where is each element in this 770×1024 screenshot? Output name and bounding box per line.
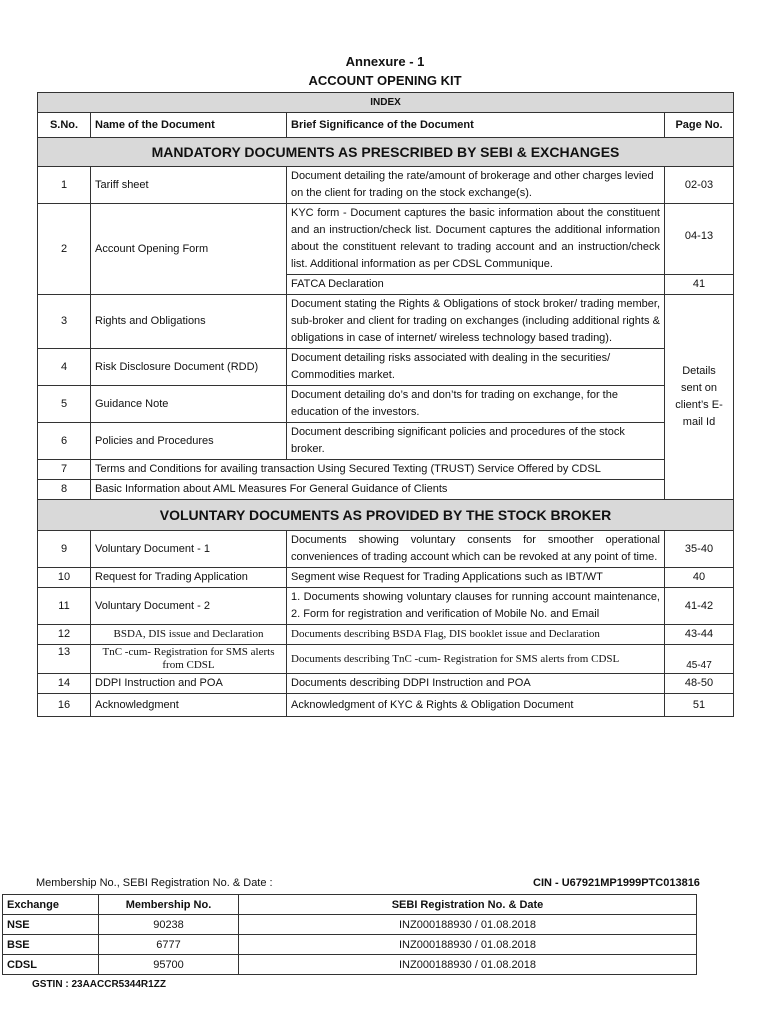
row-brief: Document describing significant policies and procedures of the stock broker. [287, 423, 665, 460]
reg-header-row [3, 895, 697, 915]
row-brief: 1. Documents showing voluntary clauses for running account maintenance, 2. Form for registration and verification of Mobile No. and Email [287, 588, 665, 625]
row-brief: Documents showing voluntary consents for smoother operational conveniences of trading account which can be revoked at any point of time. [287, 531, 665, 568]
row-name: Guidance Note [91, 386, 287, 423]
row-name: BSDA, DIS issue and Declaration [91, 625, 287, 645]
reg-membership: 90238 [99, 915, 239, 935]
row-brief: Documents describing DDPI Instruction and POA [287, 674, 665, 694]
reg-sebi: INZ000188930 / 01.08.2018 [239, 915, 697, 935]
header-brief: Brief Significance of the Document [287, 113, 665, 138]
row-name: Terms and Conditions for availing transaction Using Secured Texting (TRUST) Service Offered by CDSL [91, 460, 665, 480]
row-brief: Document detailing the rate/amount of brokerage and other charges levied on the client for trading on the stock exchange(s). [287, 167, 665, 204]
header-sno: S.No. [38, 113, 91, 138]
index-label: INDEX [38, 93, 734, 113]
details-page: Details sent on client’s E-mail Id [665, 295, 734, 500]
row-name: Request for Trading Application [91, 568, 287, 588]
row-sno: 5 [38, 386, 91, 423]
row-sno: 8 [38, 480, 91, 500]
row-brief: KYC form - Document captures the basic information about the constituent and an instruction/check list. Document captures the additional information about the constituent relevant to trading account and an instruction/check list. Additional information as per CDSL Communique. [287, 204, 665, 275]
row-name: TnC -cum- Registration for SMS alerts from CDSL [91, 645, 287, 674]
table-row [38, 295, 734, 349]
table-row [38, 204, 734, 275]
row-sno: 7 [38, 460, 91, 480]
row-page: 35-40 [665, 531, 734, 568]
row-name: Acknowledgment [91, 694, 287, 717]
row-page: 41 [665, 275, 734, 295]
row-name: DDPI Instruction and POA [91, 674, 287, 694]
row-page: 04-13 [665, 204, 734, 275]
table-row [38, 531, 734, 568]
row-sno: 1 [38, 167, 91, 204]
kit-title: ACCOUNT OPENING KIT [308, 73, 462, 88]
row-page: 41-42 [665, 588, 734, 625]
table-row [38, 480, 734, 500]
index-table [37, 92, 734, 717]
row-name: Voluntary Document - 2 [91, 588, 287, 625]
table-row [38, 625, 734, 645]
row-name: Tariff sheet [91, 167, 287, 204]
row-sno: 6 [38, 423, 91, 460]
table-row [38, 588, 734, 625]
table-row [38, 694, 734, 717]
row-brief: Documents describing TnC -cum- Registration for SMS alerts from CDSL [287, 645, 665, 674]
reg-exchange: CDSL [3, 955, 99, 975]
row-page: 51 [665, 694, 734, 717]
table-row [38, 349, 734, 386]
table-row [38, 423, 734, 460]
row-name: Voluntary Document - 1 [91, 531, 287, 568]
row-name: Account Opening Form [91, 204, 287, 295]
row-page: 45-47 [665, 645, 734, 674]
row-page: 43-44 [665, 625, 734, 645]
row-brief: Document detailing risks associated with dealing in the securities/ Commodities market. [287, 349, 665, 386]
row-brief: Acknowledgment of KYC & Rights & Obligation Document [287, 694, 665, 717]
row-brief: FATCA Declaration [287, 275, 665, 295]
row-sno: 9 [38, 531, 91, 568]
reg-exchange: NSE [3, 915, 99, 935]
table-row [38, 386, 734, 423]
row-brief: Document stating the Rights & Obligations of stock broker/ trading member, sub-broker and client for trading on exchanges (including additional rights & obligations in case of internet/ wireless technology based trading). [287, 295, 665, 349]
row-sno: 2 [38, 204, 91, 295]
row-page: 40 [665, 568, 734, 588]
row-sno: 14 [38, 674, 91, 694]
row-sno: 4 [38, 349, 91, 386]
reg-header-sebi: SEBI Registration No. & Date [239, 895, 697, 915]
reg-sebi: INZ000188930 / 01.08.2018 [239, 935, 697, 955]
row-sno: 3 [38, 295, 91, 349]
table-row [38, 167, 734, 204]
mandatory-heading: MANDATORY DOCUMENTS AS PRESCRIBED BY SEBI & EXCHANGES [38, 138, 734, 167]
reg-row [3, 955, 697, 975]
header-name: Name of the Document [91, 113, 287, 138]
table-row [38, 568, 734, 588]
reg-membership: 95700 [99, 955, 239, 975]
reg-sebi: INZ000188930 / 01.08.2018 [239, 955, 697, 975]
row-name: Risk Disclosure Document (RDD) [91, 349, 287, 386]
row-sno: 13 [38, 645, 91, 674]
row-brief: Document detailing do’s and don’ts for trading on exchange, for the education of the investors. [287, 386, 665, 423]
row-page: 48-50 [665, 674, 734, 694]
registration-table [2, 894, 697, 975]
cin-number: CIN - U67921MP1999PTC013816 [533, 877, 700, 889]
row-brief: Documents describing BSDA Flag, DIS booklet issue and Declaration [287, 625, 665, 645]
reg-row [3, 915, 697, 935]
row-name: Policies and Procedures [91, 423, 287, 460]
table-row [38, 460, 734, 480]
reg-membership: 6777 [99, 935, 239, 955]
table-row [38, 674, 734, 694]
row-sno: 12 [38, 625, 91, 645]
reg-header-exchange: Exchange [3, 895, 99, 915]
row-sno: 16 [38, 694, 91, 717]
annexure-title: Annexure - 1 [345, 54, 425, 69]
gstin: GSTIN : 23AACCR5344R1ZZ [32, 979, 166, 990]
row-sno: 11 [38, 588, 91, 625]
voluntary-heading: VOLUNTARY DOCUMENTS AS PROVIDED BY THE STOCK BROKER [38, 500, 734, 531]
row-name: Basic Information about AML Measures For General Guidance of Clients [91, 480, 665, 500]
reg-row [3, 935, 697, 955]
row-name: Rights and Obligations [91, 295, 287, 349]
membership-caption: Membership No., SEBI Registration No. & Date : [36, 877, 273, 889]
header-page: Page No. [665, 113, 734, 138]
row-brief: Segment wise Request for Trading Applications such as IBT/WT [287, 568, 665, 588]
reg-header-membership: Membership No. [99, 895, 239, 915]
row-page: 02-03 [665, 167, 734, 204]
reg-exchange: BSE [3, 935, 99, 955]
row-sno: 10 [38, 568, 91, 588]
header-row [38, 113, 734, 138]
table-row [38, 645, 734, 674]
